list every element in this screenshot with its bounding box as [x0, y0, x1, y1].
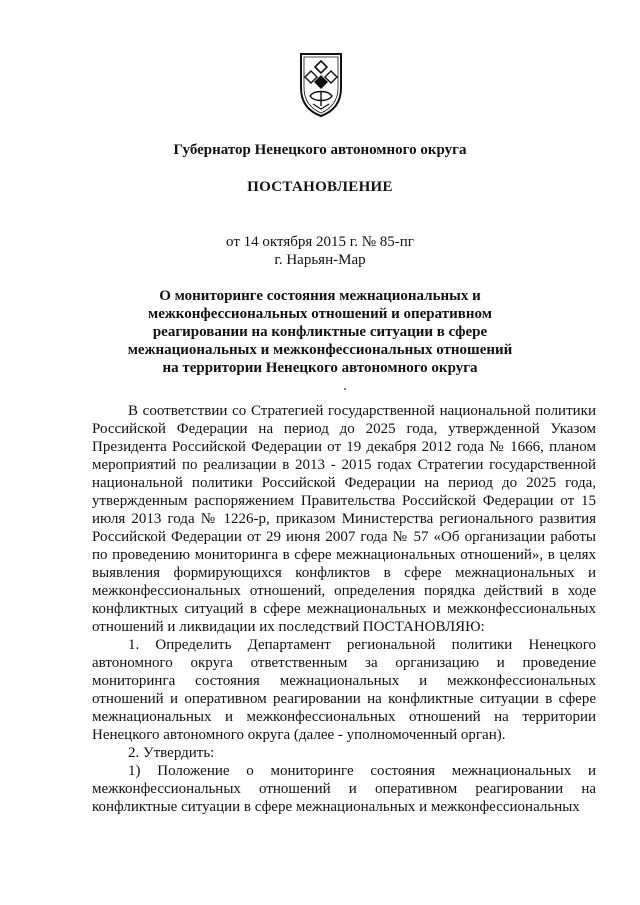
document-place: г. Нарьян-Мар — [274, 252, 366, 268]
title-line: на территории Ненецкого автономного округа — [162, 360, 478, 376]
scan-speck — [344, 388, 346, 390]
title-line: О мониторинге состояния межнациональных и — [159, 288, 481, 304]
preamble-paragraph: В соответствии со Стратегией государственной национальной политики Российской Федерации на период до 2025 года, утвержденной Указом Президента Российской Федерации от 19 декабря 2012 года № 1666, планом мероприятий по реализации в 2013 - 2015 годах Стратегии государственной национальной политики Российской Федерации на период до 2025 года, утвержденным распоряжением Правительства Российской Федерации от 15 июля 2013 года № 1226-р, приказом Министерства регионального развития Российской Федерации от 29 июня 2007 года № 57 «Об организации работы по проведению мониторинга в сфере межнациональных отношений», в целях выявления формирующихся конфликтов в сфере межнациональных и межконфессиональных отношений, определения порядка действий в ходе конфликтных ситуаций в сфере межнациональных и межконфессиональных отношений и ликвидации их последствий ПОСТАНОВЛЯЮ: — [92, 403, 596, 635]
document-title — [60, 287, 580, 377]
document-type: ПОСТАНОВЛЕНИЕ — [247, 179, 393, 195]
coat-of-arms-icon — [298, 52, 344, 118]
document-body — [92, 402, 596, 816]
item-1-paragraph: 1. Определить Департамент региональной политики Ненецкого автономного округа ответственным за организацию и проведение мониторинга состояния межнациональных и межконфессиональных отношений и оперативном реагировании на конфликтные ситуации в сфере межнациональных и межконфессиональных отношений на территории Ненецкого автономного округа (далее - уполномоченный орган). — [92, 637, 596, 743]
item-2-paragraph: 2. Утвердить: — [128, 745, 215, 761]
item-2-1-paragraph: 1) Положение о мониторинге состояния межнациональных и межконфессиональных отношений и оперативном реагировании на конфликтные ситуации в сфере межнациональных и межконфессиональных — [92, 763, 596, 815]
title-line: межнациональных и межконфессиональных отношений — [127, 342, 513, 358]
title-line: реагировании на конфликтные ситуации в сфере — [152, 324, 488, 340]
document-date: от 14 октября 2015 г. № 85-пг — [226, 234, 414, 250]
issuing-authority: Губернатор Ненецкого автономного округа — [173, 142, 467, 158]
title-line: межконфессиональных отношений и оперативном — [148, 306, 492, 322]
